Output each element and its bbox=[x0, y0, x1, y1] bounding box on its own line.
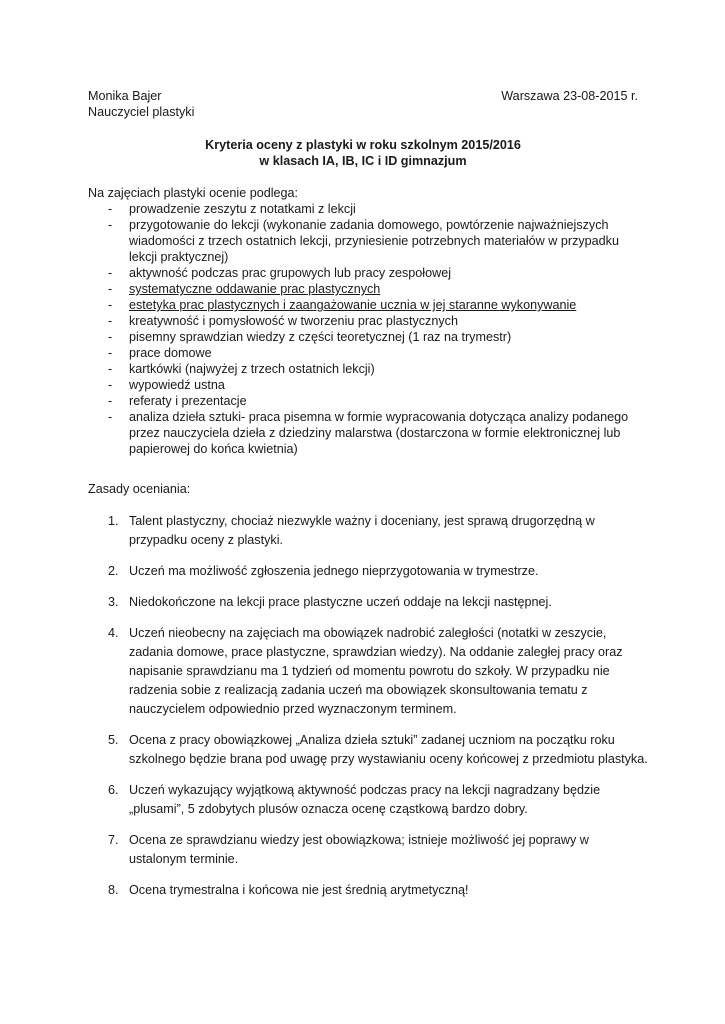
rule-item bbox=[88, 512, 648, 550]
rule-text: Ocena z pracy obowiązkowej „Analiza dzieła sztuki” zadanej uczniom na początku roku szkolnego będzie brana pod uwagę przy wystawianiu oceny końcowej z przedmiotu plastyka. bbox=[129, 733, 648, 766]
rule-number: 6. bbox=[108, 783, 119, 797]
rule-item bbox=[88, 624, 648, 719]
criteria-item bbox=[88, 345, 648, 361]
criteria-item-text: wypowiedź ustna bbox=[129, 378, 225, 392]
criteria-item-text: prace domowe bbox=[129, 346, 212, 360]
rule-number: 3. bbox=[108, 595, 119, 609]
bullet-dash: - bbox=[108, 410, 113, 424]
bullet-dash: - bbox=[108, 378, 113, 392]
criteria-item-text: przygotowanie do lekcji (wykonanie zadania domowego, powtórzenie najważniejszych wiadomości z trzech ostatnich lekcji, przyniesienie potrzebnych materiałów w przypadku lekcji praktycznej) bbox=[129, 218, 619, 264]
rule-number: 7. bbox=[108, 833, 119, 847]
criteria-item bbox=[88, 329, 648, 345]
criteria-item-text: systematyczne oddawanie prac plastycznych bbox=[129, 282, 381, 296]
rule-number: 8. bbox=[108, 883, 119, 897]
bullet-dash: - bbox=[108, 362, 113, 376]
rule-number: 4. bbox=[108, 626, 119, 640]
title-line-2: w klasach IA, IB, IC i ID gimnazjum bbox=[259, 154, 467, 168]
criteria-list bbox=[88, 201, 648, 457]
rules-list bbox=[88, 512, 648, 912]
criteria-item bbox=[88, 281, 648, 297]
author-name: Monika Bajer bbox=[88, 89, 162, 103]
rule-text: Niedokończone na lekcji prace plastyczne uczeń oddaje na lekcji następnej. bbox=[129, 595, 552, 609]
rule-item bbox=[88, 593, 648, 612]
rule-text: Ocena ze sprawdzianu wiedzy jest obowiązkowa; istnieje możliwość jej poprawy w ustalonym terminie. bbox=[129, 833, 589, 866]
bullet-dash: - bbox=[108, 330, 113, 344]
criteria-item-text: kreatywność i pomysłowość w tworzeniu prac plastycznych bbox=[129, 314, 458, 328]
criteria-item bbox=[88, 409, 648, 457]
criteria-item-text: kartkówki (najwyżej z trzech ostatnich lekcji) bbox=[129, 362, 375, 376]
bullet-dash: - bbox=[108, 202, 113, 216]
rule-text: Ocena trymestralna i końcowa nie jest średnią arytmetyczną! bbox=[129, 883, 469, 897]
criteria-item-text: analiza dzieła sztuki- praca pisemna w formie wypracowania dotycząca analizy podanego przez nauczyciela dzieła z dziedziny malarstwa (dostarczona w formie elektronicznej lub papierowej do końca kwietnia) bbox=[129, 410, 629, 456]
criteria-item bbox=[88, 313, 648, 329]
bullet-dash: - bbox=[108, 394, 113, 408]
rule-item bbox=[88, 881, 648, 900]
bullet-dash: - bbox=[108, 218, 113, 232]
criteria-item-text: prowadzenie zeszytu z notatkami z lekcji bbox=[129, 202, 356, 216]
bullet-dash: - bbox=[108, 266, 113, 280]
rule-text: Uczeń wykazujący wyjątkową aktywność podczas pracy na lekcji nagradzany będzie „plusami”, 5 zdobytych plusów oznacza ocenę cząstkową bardzo dobry. bbox=[129, 783, 601, 816]
rule-item bbox=[88, 562, 648, 581]
bullet-dash: - bbox=[108, 282, 113, 296]
criteria-item bbox=[88, 297, 648, 313]
bullet-dash: - bbox=[108, 298, 113, 312]
criteria-item bbox=[88, 217, 648, 265]
criteria-item bbox=[88, 361, 648, 377]
place-and-date: Warszawa 23-08-2015 r. bbox=[501, 89, 638, 103]
rule-number: 5. bbox=[108, 733, 119, 747]
criteria-item-text: pisemny sprawdzian wiedzy z części teoretycznej (1 raz na trymestr) bbox=[129, 330, 512, 344]
rule-number: 1. bbox=[108, 514, 119, 528]
rule-text: Uczeń ma możliwość zgłoszenia jednego nieprzygotowania w trymestrze. bbox=[129, 564, 539, 578]
criteria-item bbox=[88, 265, 648, 281]
criteria-intro: Na zajęciach plastyki ocenie podlega: bbox=[88, 186, 299, 200]
author-role: Nauczyciel plastyki bbox=[88, 105, 195, 119]
document-title bbox=[88, 137, 638, 169]
criteria-item bbox=[88, 393, 648, 409]
bullet-dash: - bbox=[108, 346, 113, 360]
rule-number: 2. bbox=[108, 564, 119, 578]
rule-item bbox=[88, 831, 648, 869]
rule-text: Talent plastyczny, chociaż niezwykle ważny i doceniany, jest sprawą drugorzędną w przypadku oceny z plastyki. bbox=[129, 514, 595, 547]
title-line-1: Kryteria oceny z plastyki w roku szkolnym 2015/2016 bbox=[205, 138, 521, 152]
bullet-dash: - bbox=[108, 314, 113, 328]
criteria-item-text: referaty i prezentacje bbox=[129, 394, 247, 408]
criteria-item-text: estetyka prac plastycznych i zaangażowanie ucznia w jej staranne wykonywanie bbox=[129, 298, 577, 312]
rule-item bbox=[88, 781, 648, 819]
criteria-item-text: aktywność podczas prac grupowych lub pracy zespołowej bbox=[129, 266, 452, 280]
criteria-item bbox=[88, 201, 648, 217]
rule-text: Uczeń nieobecny na zajęciach ma obowiązek nadrobić zaległości (notatki w zeszycie, zadania domowe, prace plastyczne, sprawdzian wiedzy). Na oddanie zaległej pracy oraz napisanie sprawdzianu ma 1 tydzień od momentu powrotu do szkoły. W przypadku nie radzenia sobie z realizacją zadania uczeń ma obowiązek skonsultowania tematu z nauczycielem odpowiednio przed wyznaczonym terminem. bbox=[129, 626, 623, 716]
criteria-item bbox=[88, 377, 648, 393]
rule-item bbox=[88, 731, 648, 769]
rules-heading: Zasady oceniania: bbox=[88, 482, 191, 496]
